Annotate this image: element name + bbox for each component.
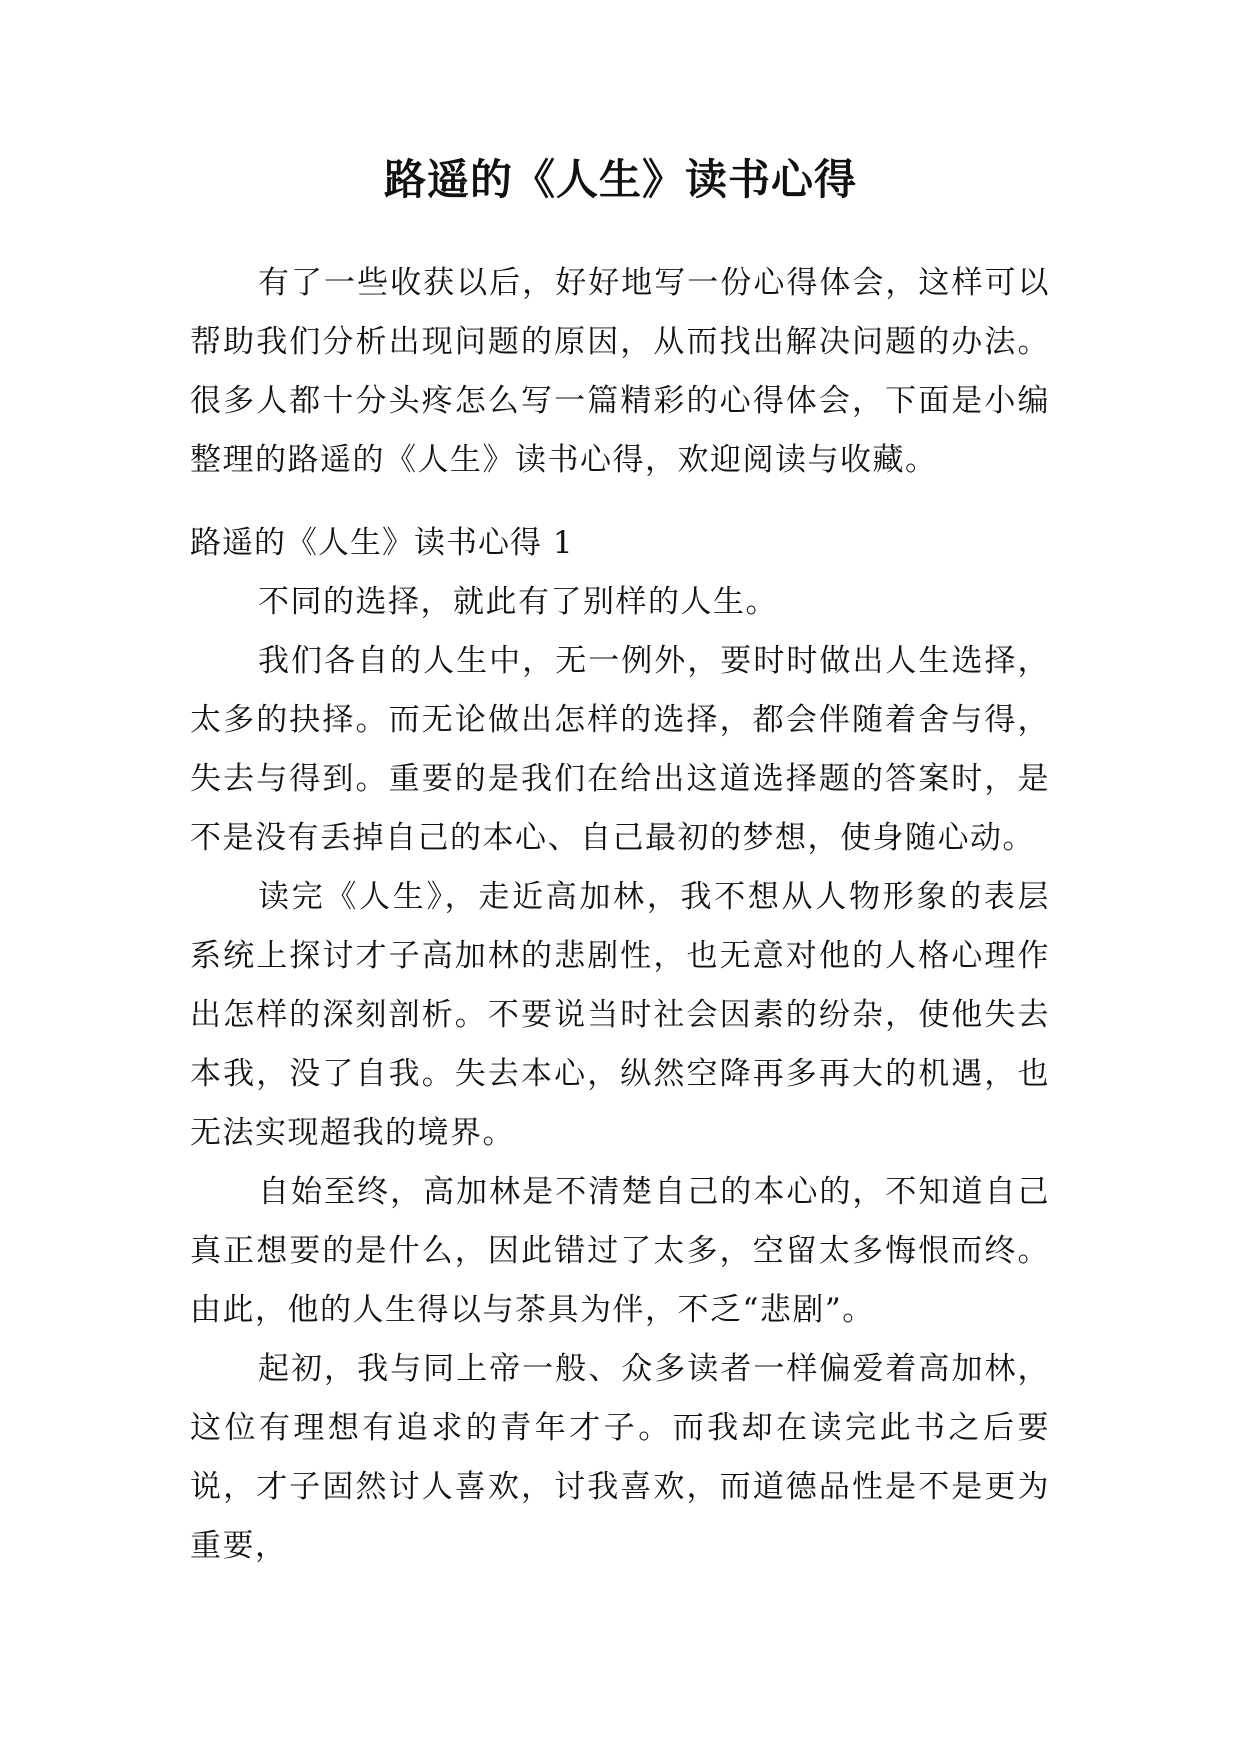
paragraph-2: 我们各自的人生中，无一例外，要时时做出人生选择，太多的抉择。而无论做出怎样的选择，都会伴随着舍与得，失去与得到。重要的是我们在给出这道选择题的答案时，是不是没有丢掉自己的本心、自己最初的梦想，使身随心动。 <box>190 643 1050 856</box>
paragraph-1: 不同的选择，就此有了别样的人生。 <box>258 584 778 620</box>
section-heading: 路遥的《人生》读书心得 1 <box>190 525 574 561</box>
paragraph-5: 起初，我与同上帝一般、众多读者一样偏爱着高加林，这位有理想有追求的青年才子。而我却在读完此书之后要说，才子固然讨人喜欢，讨我喜欢，而道德品性是不是更为重要， <box>190 1351 1050 1564</box>
section-1 <box>190 514 1050 1576</box>
document-title: 路遥的《人生》读书心得 <box>383 155 857 204</box>
paragraph-4: 自始至终，高加林是不清楚自己的本心的，不知道自己真正想要的是什么，因此错过了太多，空留太多悔恨而终。由此，他的人生得以与茶具为伴，不乏“悲剧”。 <box>190 1174 1050 1328</box>
paragraph-3: 读完《人生》，走近高加林，我不想从人物形象的表层系统上探讨才子高加林的悲剧性，也无意对他的人格心理作出怎样的深刻剖析。不要说当时社会因素的纷杂，使他失去本我，没了自我。失去本心，纵然空降再多再大的机遇，也无法实现超我的境界。 <box>190 879 1050 1151</box>
intro-block <box>190 254 1050 490</box>
intro-paragraph: 有了一些收获以后，好好地写一份心得体会，这样可以帮助我们分析出现问题的原因，从而找出解决问题的办法。很多人都十分头疼怎么写一篇精彩的心得体会，下面是小编整理的路遥的《人生》读书心得，欢迎阅读与收藏。 <box>190 265 1050 478</box>
